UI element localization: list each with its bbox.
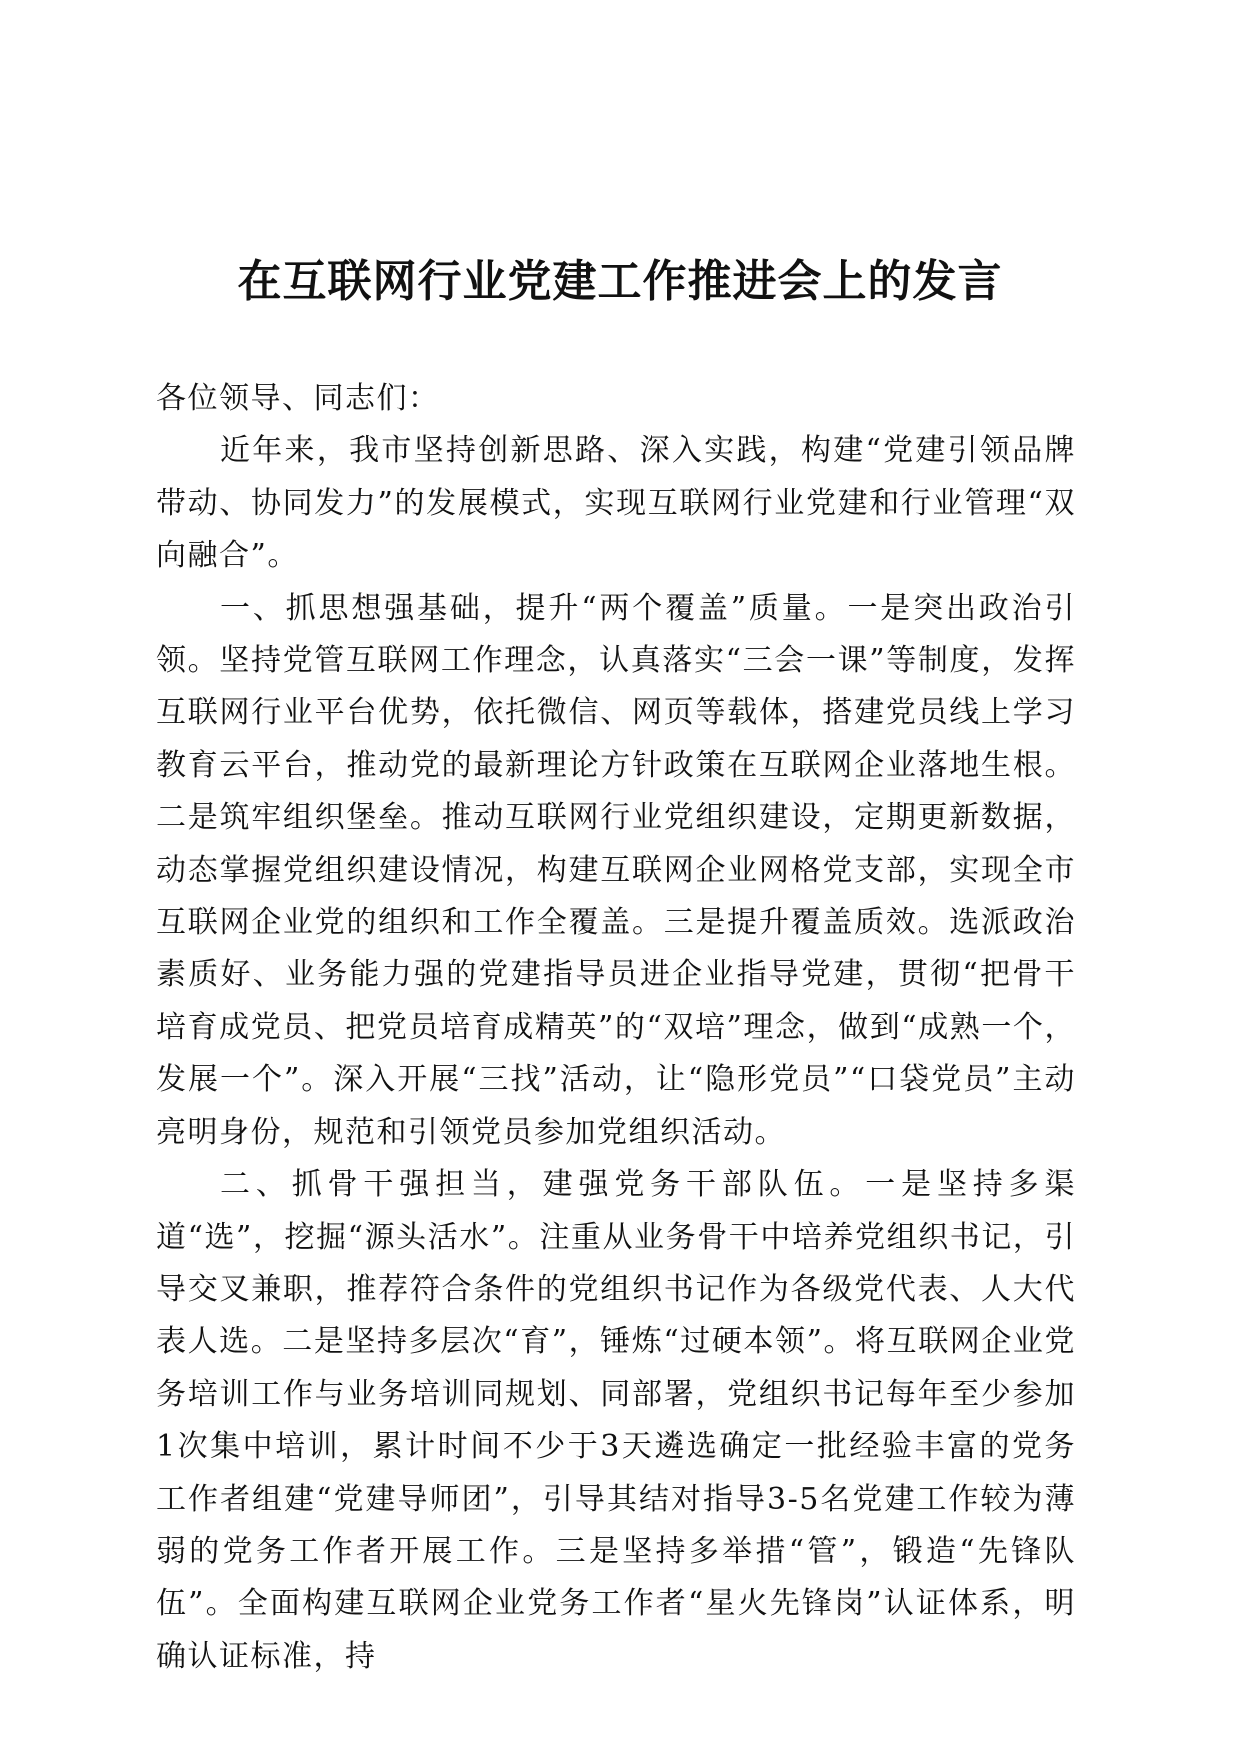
salutation: 各位领导、同志们： [156,381,440,416]
paragraph-section-one: 一、抓思想强基础，提升“两个覆盖”质量。一是突出政治引领。坚持党管互联网工作理念，认真落实“三会一课”等制度，发挥互联网行业平台优势，依托微信、网页等载体，搭建党员线上学习教育云平台，推动党的最新理论方针政策在互联网企业落地生根。二是筑牢组织堡垒。推动互联网行业党组织建设，定期更新数据，动态掌握党组织建设情况，构建互联网企业网格党支部，实现全市互联网企业党的组织和工作全覆盖。三是提升覆盖质效。选派政治素质好、业务能力强的党建指导员进企业指导党建，贯彻“把骨干培育成党员、把党员培育成精英”的“双培”理念，做到“成熟一个，发展一个”。深入开展“三找”活动，让“隐形党员”“口袋党员”主动亮明身份，规范和引领党员参加党组织活动。 [156,590,1076,1150]
document-title: 在互联网行业党建工作推进会上的发言 [237,256,1003,307]
document-body [156,373,1076,1683]
paragraph-section-two: 二、抓骨干强担当，建强党务干部队伍。一是坚持多渠道“选”，挖掘“源头活水”。注重从业务骨干中培养党组织书记，引导交叉兼职，推荐符合条件的党组织书记作为各级党代表、人大代表人选。二是坚持多层次“育”，锤炼“过硬本领”。将互联网企业党务培训工作与业务培训同规划、同部署，党组织书记每年至少参加1次集中培训，累计时间不少于3天遴选确定一批经验丰富的党务工作者组建“党建导师团”，引导其结对指导3-5名党建工作较为薄弱的党务工作者开展工作。三是坚持多举措“管”，锻造“先锋队伍”。全面构建互联网企业党务工作者“星火先锋岗”认证体系，明确认证标准，持 [156,1167,1076,1674]
paragraph-intro: 近年来，我市坚持创新思路、深入实践，构建“党建引领品牌带动、协同发力”的发展模式，实现互联网行业党建和行业管理“双向融合”。 [156,433,1076,574]
